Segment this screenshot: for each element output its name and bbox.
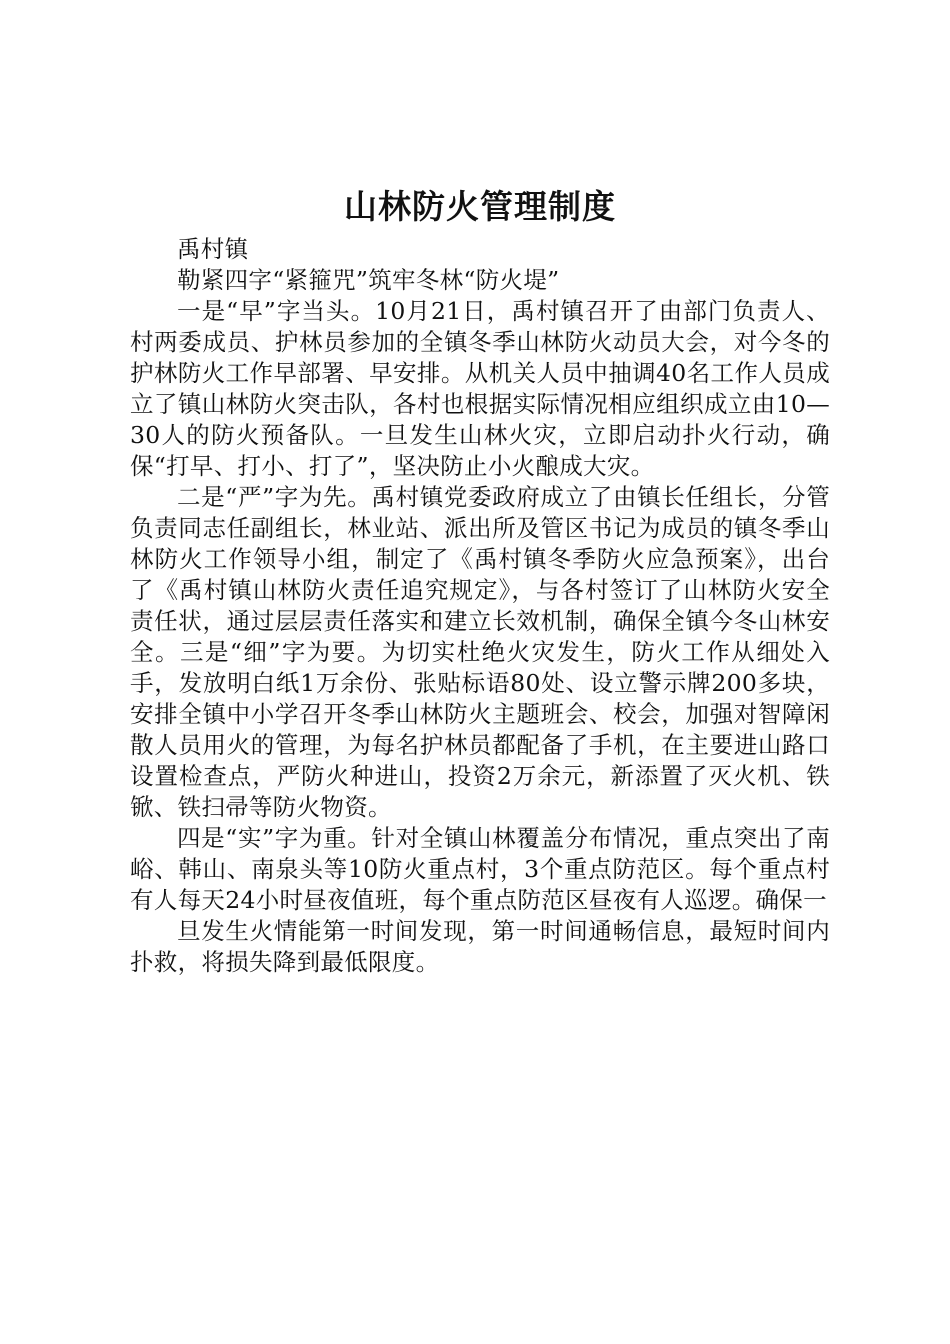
subtitle-paragraph: 勒紧四字“紧箍咒”筑牢冬林“防火堤”: [177, 266, 560, 294]
document-page: [130, 182, 830, 978]
body-paragraph: 二是“严”字为先。禹村镇党委政府成立了由镇长任组长，分管负责同志任副组长，林业站、派出所及管区书记为成员的镇冬季山林防火工作领导小组，制定了《禹村镇冬季防火应急预案》，出台了《禹村镇山林防火责任追究规定》，与各村签订了山林防火安全责任状，通过层层责任落实和建立长效机制，确保全镇今冬山林安全。三是“细”字为要。为切实杜绝火灾发生，防火工作从细处入手，发放明白纸1万余份、张贴标语80处、设立警示牌200多块，安排全镇中小学召开冬季山林防火主题班会、校会，加强对智障闲散人员用火的管理，为每名护林员都配备了手机，在主要进山路口设置检查点，严防火种进山，投资2万余元，新添置了灭火机、铁锨、铁扫帚等防火物资。: [130, 483, 830, 821]
document-title: 山林防火管理制度: [344, 187, 616, 226]
body-paragraph: 旦发生火情能第一时间发现，第一时间通畅信息，最短时间内扑救，将损失降到最低限度。: [130, 917, 830, 976]
author-line: 禹村镇: [177, 235, 249, 263]
body-paragraph: 一是“早”字当头。10月21日，禹村镇召开了由部门负责人、村两委成员、护林员参加的全镇冬季山林防火动员大会，对今冬的护林防火工作早部署、早安排。从机关人员中抽调40名工作人员成立了镇山林防火突击队，各村也根据实际情况相应组织成立由10—30人的防火预备队。一旦发生山林火灾，立即启动扑火行动，确保“打早、打小、打了”，坚决防止小火酿成大灾。: [130, 297, 830, 480]
body-paragraph: 四是“实”字为重。针对全镇山林覆盖分布情况，重点突出了南峪、韩山、南泉头等10防火重点村，3个重点防范区。每个重点村有人每天24小时昼夜值班，每个重点防范区昼夜有人巡逻。确保一: [130, 824, 830, 914]
